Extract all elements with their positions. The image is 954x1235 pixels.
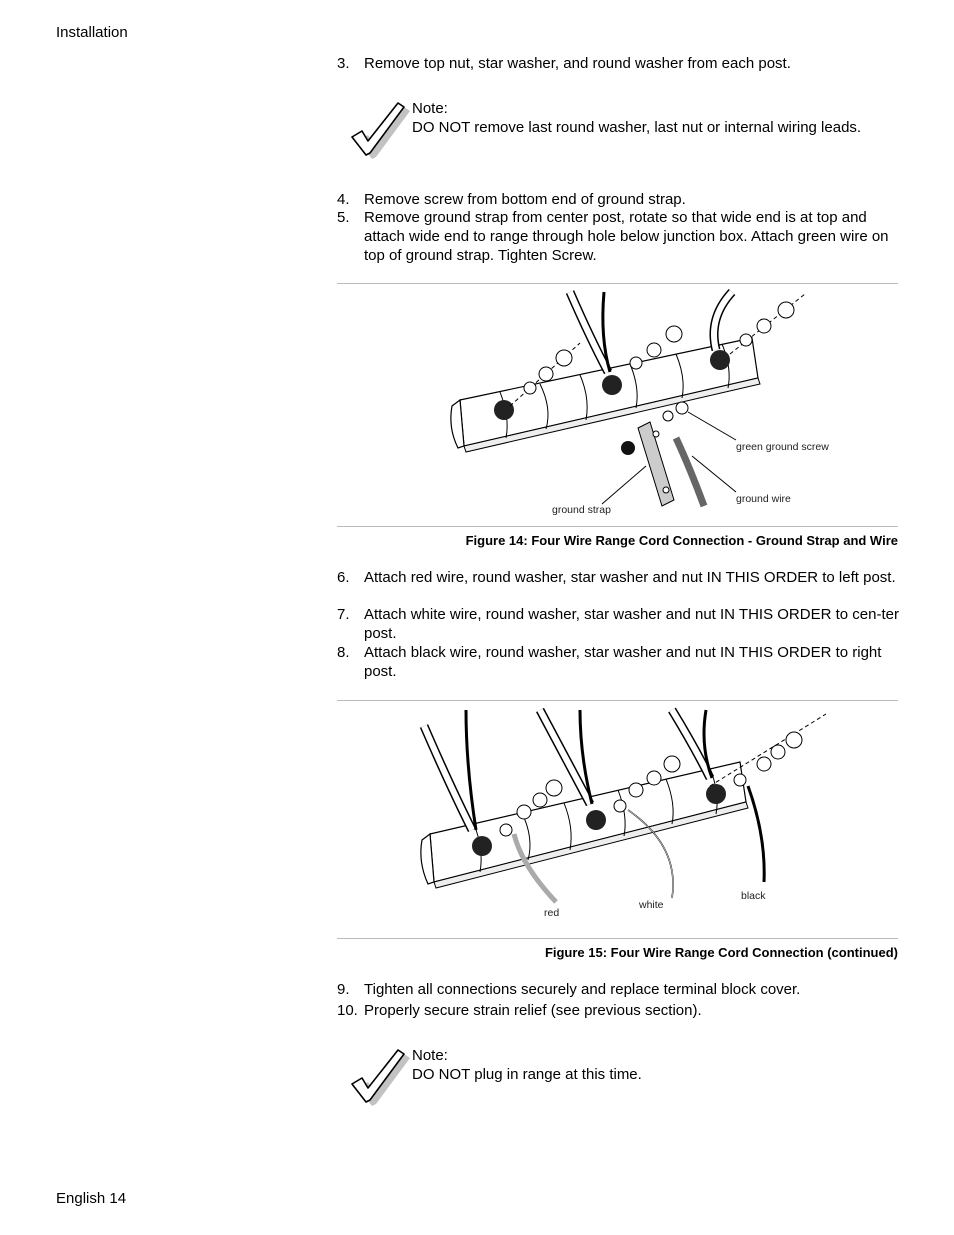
note-label: Note: xyxy=(412,100,448,117)
step-number: 6. xyxy=(337,569,350,586)
label-white: white xyxy=(639,899,664,911)
page-footer: English 14 xyxy=(56,1190,127,1207)
figure-14-top-rule xyxy=(337,283,898,284)
label-red: red xyxy=(544,907,560,919)
label-green-ground-screw: green ground screw xyxy=(736,441,829,453)
step-number: 8. xyxy=(337,644,350,661)
figure-15-caption: Figure 15: Four Wire Range Cord Connection (continued) xyxy=(544,945,898,960)
note-label: Note: xyxy=(412,1047,448,1064)
note-text: DO NOT remove last round washer, last nut or internal wiring leads. xyxy=(412,119,862,136)
figure-14-caption: Figure 14: Four Wire Range Cord Connection - Ground Strap and Wire xyxy=(465,533,898,548)
step-text: Properly secure strain relief (see previous section). xyxy=(364,1002,702,1019)
note-text: DO NOT plug in range at this time. xyxy=(412,1066,642,1083)
checkmark-icon xyxy=(346,99,410,159)
step-number: 5. xyxy=(337,209,350,226)
step-text: Remove top nut, star washer, and round washer from each post. xyxy=(364,55,791,72)
step-number: 7. xyxy=(337,606,350,623)
step-text: Tighten all connections securely and replace terminal block cover. xyxy=(364,981,801,998)
step-text: Remove screw from bottom end of ground strap. xyxy=(364,191,686,208)
note-1 xyxy=(346,99,906,159)
step-number: 4. xyxy=(337,191,350,208)
step-text: Attach red wire, round washer, star washer and nut IN THIS ORDER to left post. xyxy=(364,569,896,586)
step-number: 9. xyxy=(337,981,350,998)
step-text: Remove ground strap from center post, rotate so that wide end is at top and attach wide end to range through hole below junction box. Attach green wire on top of ground strap. Tighten Screw. xyxy=(364,209,889,264)
label-ground-wire: ground wire xyxy=(736,493,791,505)
label-black: black xyxy=(741,890,766,902)
step-text: Attach black wire, round washer, star washer and nut IN THIS ORDER to right post. xyxy=(364,644,882,680)
figure-14-illustration xyxy=(440,288,840,520)
checkmark-icon xyxy=(346,1046,410,1106)
step-text: Attach white wire, round washer, star washer and nut IN THIS ORDER to cen-ter post. xyxy=(364,606,899,642)
note-2 xyxy=(346,1046,906,1106)
figure-15-bottom-rule xyxy=(337,938,898,939)
figure-14-bottom-rule xyxy=(337,526,898,527)
page-header: Installation xyxy=(56,24,128,41)
figure-15-illustration xyxy=(410,706,840,932)
step-number: 3. xyxy=(337,55,350,72)
step-number: 10. xyxy=(337,1002,358,1019)
figure-15-top-rule xyxy=(337,700,898,701)
label-ground-strap: ground strap xyxy=(552,504,611,516)
